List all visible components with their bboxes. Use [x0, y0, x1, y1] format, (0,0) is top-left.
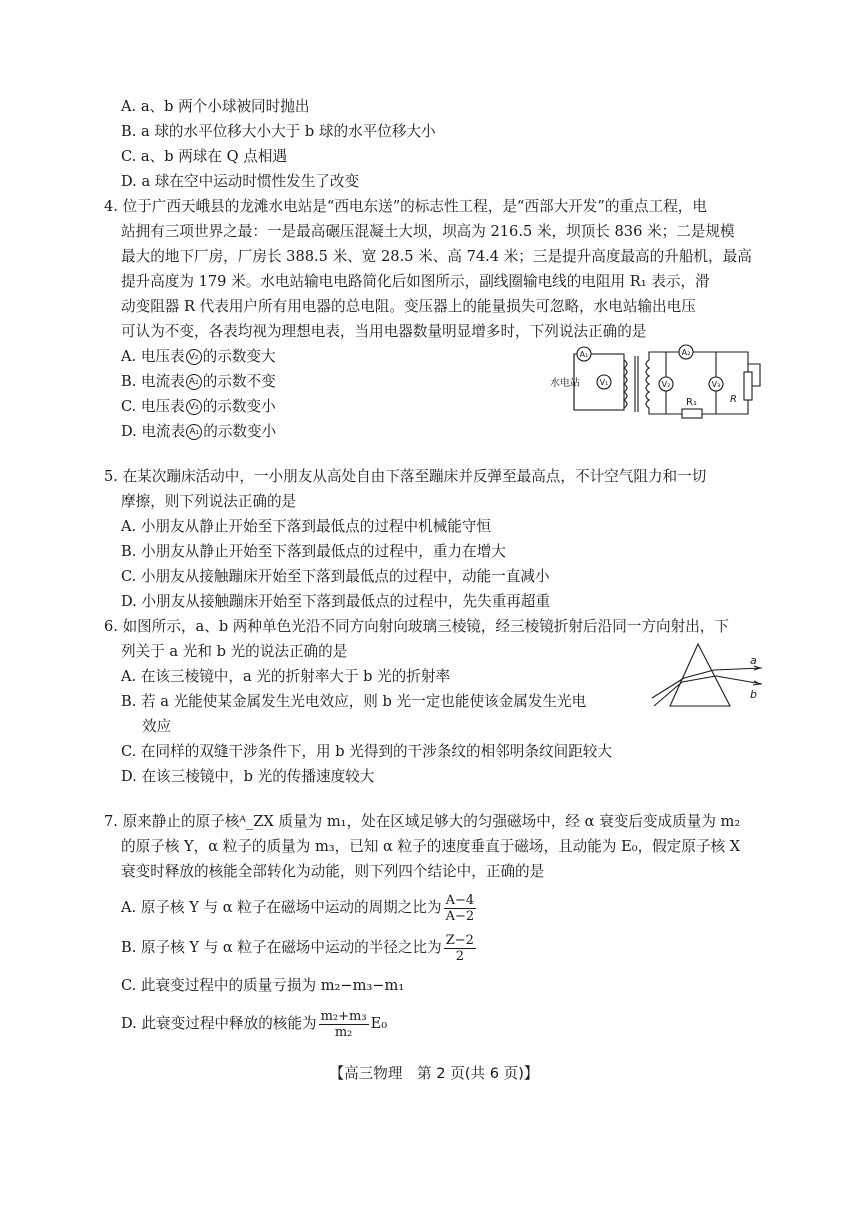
q7-option-c: C. 此衰变过程中的质量亏损为 m₂−m₃−m₁	[121, 977, 405, 994]
resistor-r-label: R	[730, 394, 737, 405]
ammeter-a1-label: A₁	[579, 350, 589, 359]
q6-option-b: B. 若 a 光能使某金属发生光电效应，则 b 光一定也能使该金属发生光电	[121, 693, 587, 710]
q6-option-a: A. 在该三棱镜中，a 光的折射率大于 b 光的折射率	[121, 668, 451, 685]
q4-stem-line: 可认为不变，各表均视为理想电表，当用电器数量明显增多时，下列说法正确的是	[121, 323, 647, 340]
q6-stem-line: 列关于 a 光和 b 光的说法正确的是	[121, 643, 348, 660]
page-footer: 【高三物理 第 2 页(共 6 页)】	[329, 1065, 539, 1082]
q5-option-b: B. 小朋友从静止开始至下落到最低点的过程中，重力在增大	[121, 543, 506, 560]
ammeter-icon: A₂	[186, 374, 202, 390]
q6-option-b-continued: 效应	[142, 718, 172, 735]
q5-option-d: D. 小朋友从接触蹦床开始至下落到最低点的过程中，先失重再超重	[121, 593, 551, 610]
fraction: $\frac{A-4}{A-2}$	[445, 892, 475, 924]
q7-stem-line: 的原子核 Y，α 粒子的质量为 m₃，已知 α 粒子的速度垂直于磁场，且动能为 E₀，假定原子核 X	[121, 838, 741, 855]
q7-option-b: B. 原子核 Y 与 α 粒子在磁场中运动的半径之比为 $\frac{Z-2}{2}$	[121, 932, 474, 964]
light-a-label: a	[750, 654, 757, 667]
q6-option-d: D. 在该三棱镜中，b 光的传播速度较大	[121, 768, 375, 785]
q7-option-d: D. 此衰变过程中释放的核能为 $\frac{\text{m₂+m₃}}{\text{m₂}}$ E₀	[121, 1008, 388, 1040]
hydropower-station-label: 水电站	[550, 378, 580, 389]
q4-option-d: D. 电流表 A₁ 的示数变小	[121, 423, 277, 440]
voltmeter-icon: V₃	[186, 399, 202, 415]
q4-option-c: C. 电压表 V₃ 的示数变小	[121, 398, 276, 415]
q5-stem-line: 摩擦，则下列说法正确的是	[121, 493, 297, 510]
prism-diagram	[650, 640, 766, 712]
light-b-label: b	[750, 688, 757, 701]
q5-stem-line: 5. 在某次蹦床活动中，一小朋友从高处自由下落至蹦床并反弹至最高点，不计空气阻力和一切	[104, 468, 707, 485]
q7-stem-line: 7. 原来静止的原子核ᴬ_ZX 质量为 m₁，处在区域足够大的匀强磁场中，经 α 衰变后变成质量为 m₂	[104, 813, 741, 830]
voltmeter-v1-label: V₁	[599, 378, 609, 387]
q5-option-a: A. 小朋友从静止开始至下落到最低点的过程中机械能守恒	[121, 518, 492, 535]
q7-option-a: A. 原子核 Y 与 α 粒子在磁场中运动的周期之比为 $\frac{A-4}{A-2}$	[121, 892, 475, 924]
voltmeter-icon: V₂	[186, 349, 202, 365]
voltmeter-v2-label: V₂	[661, 380, 671, 389]
voltmeter-v3-label: V₃	[711, 380, 721, 389]
q3-option-c: C. a、b 两球在 Q 点相遇	[121, 148, 288, 165]
q6-stem-line: 6. 如图所示，a、b 两种单色光沿不同方向射向玻璃三棱镜，经三棱镜折射后沿同一方向射出，下	[104, 618, 729, 635]
fraction: $\frac{\text{m₂+m₃}}{\text{m₂}}$	[320, 1008, 367, 1040]
q6-option-c: C. 在同样的双缝干涉条件下，用 b 光得到的干涉条纹的相邻明条纹间距较大	[121, 743, 612, 760]
q3-option-a: A. a、b 两个小球被同时抛出	[121, 98, 310, 115]
ammeter-a2-label: A₂	[681, 348, 691, 357]
ammeter-icon: A₁	[186, 424, 202, 440]
q4-option-a: A. 电压表 V₂ 的示数变大	[121, 348, 276, 365]
q5-option-c: C. 小朋友从接触蹦床开始至下落到最低点的过程中，动能一直减小	[121, 568, 550, 585]
fraction: $\frac{Z-2}{2}$	[445, 932, 474, 964]
q3-option-d: D. a 球在空中运动时惯性发生了改变	[121, 173, 360, 190]
resistor-r1-label: R₁	[686, 397, 697, 408]
q4-option-b: B. 电流表 A₂ 的示数不变	[121, 373, 276, 390]
transformer-circuit-diagram	[548, 342, 764, 422]
q7-stem-line: 衰变时释放的核能全部转化为动能，则下列四个结论中，正确的是	[121, 863, 545, 880]
q3-option-b: B. a 球的水平位移大小大于 b 球的水平位移大小	[121, 123, 436, 140]
q4-stem-line: 最大的地下厂房，厂房长 388.5 米、宽 28.5 米、高 74.4 米；三是提升高度最高的升船机，最高	[121, 248, 752, 265]
q4-stem-line: 动变阻器 R 代表用户所有用电器的总电阻。变压器上的能量损失可忽略，水电站输出电压	[121, 298, 696, 315]
q4-stem-line: 4. 位于广西天峨县的龙滩水电站是“西电东送”的标志性工程，是“西部大开发”的重点工程，电	[104, 198, 707, 215]
q4-stem-line: 提升高度为 179 米。水电站输电电路简化后如图所示，副线圈输电线的电阻用 R₁ 表示，滑	[121, 273, 710, 290]
q4-stem-line: 站拥有三项世界之最：一是最高碾压混凝土大坝，坝高为 216.5 米，坝顶长 836 米；二是规模	[121, 223, 735, 240]
